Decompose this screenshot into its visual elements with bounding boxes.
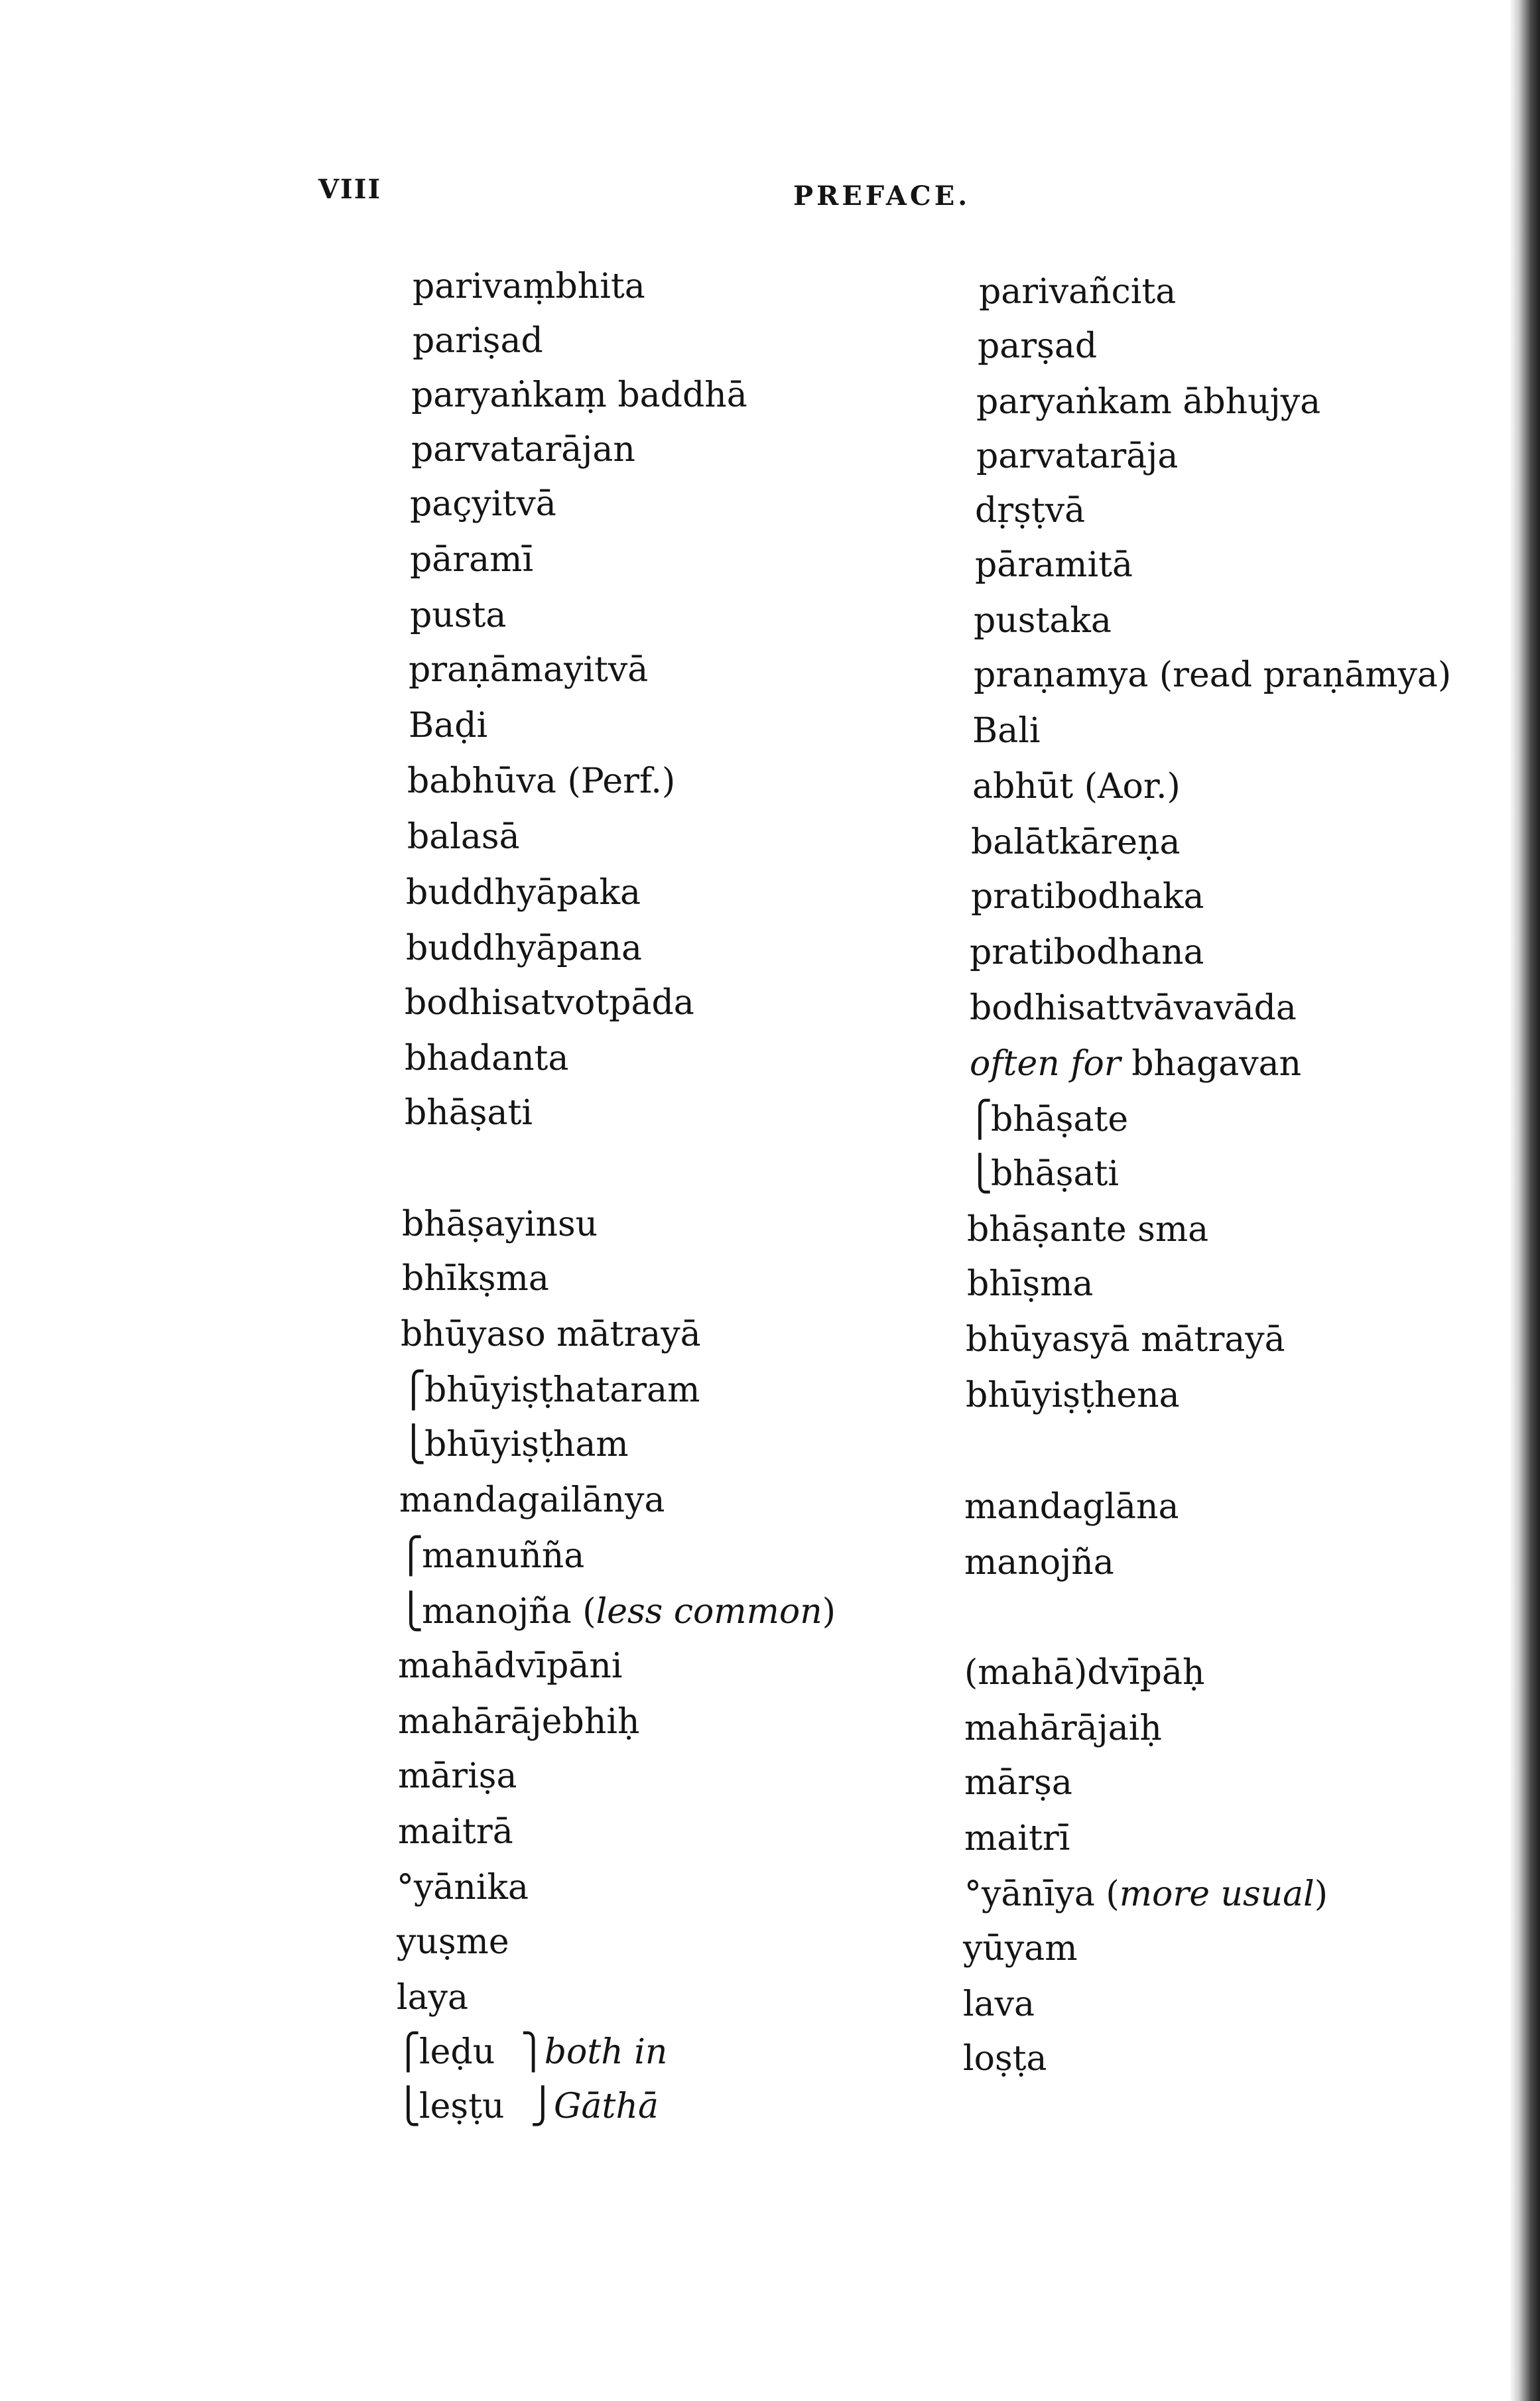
- right-entry: pratibodhana: [970, 933, 1204, 972]
- left-entry: yuṣme: [397, 1922, 509, 1962]
- left-entry: laya: [397, 1978, 469, 2018]
- left-entry: parvatarājan: [411, 430, 635, 470]
- usage-note: less common: [596, 1592, 822, 1632]
- left-entry: mahārājebhiḥ: [398, 1702, 640, 1742]
- left-entry: maitrā: [398, 1812, 513, 1852]
- left-entry-text: manuñña: [422, 1536, 585, 1576]
- left-entry: bhūyaso mātrayā: [401, 1315, 701, 1354]
- right-entry: loṣṭa: [963, 2039, 1047, 2079]
- right-entry: °yānīya (more usual): [964, 1874, 1328, 1914]
- left-entry-text: leṣṭu: [419, 2087, 505, 2126]
- right-entry-text: bhagavan: [1131, 1044, 1302, 1084]
- left-entry: buddhyāpaka: [406, 873, 641, 913]
- brace-bottom-icon: ⎩: [967, 1154, 993, 1194]
- right-entry: yūyam: [963, 1929, 1078, 1969]
- left-entry-text: bhūyiṣṭhataram: [424, 1370, 700, 1410]
- right-entry: manojña: [964, 1543, 1114, 1583]
- left-entry-braced: [398, 1529, 584, 1583]
- left-entry: bodhisatvotpāda: [405, 983, 694, 1023]
- left-entry: °yānika: [397, 1868, 529, 1908]
- right-entry: parṣad: [978, 326, 1098, 366]
- usage-note: Gāthā: [554, 2087, 659, 2126]
- brace-top-icon: ⎧: [401, 1370, 426, 1410]
- right-entry: pratibodhaka: [971, 877, 1204, 917]
- left-entry: pariṣad: [413, 321, 543, 361]
- right-entry-braced: [967, 1093, 1128, 1146]
- left-entry: mahādvīpāni: [398, 1646, 623, 1686]
- left-entry: pāramī: [410, 540, 534, 580]
- right-entry: Bali: [972, 711, 1041, 751]
- right-entry: lava: [963, 1984, 1035, 2024]
- left-entry-braced: [395, 2026, 667, 2079]
- brace-right-bottom-icon: ⎭: [530, 2087, 556, 2126]
- brace-top-icon: ⎧: [967, 1100, 993, 1139]
- running-title: PREFACE.: [793, 180, 971, 212]
- left-entry-braced: [395, 2080, 659, 2133]
- right-entry: bhāṣante sma: [967, 1210, 1209, 1250]
- brace-bottom-icon: ⎩: [398, 1592, 424, 1632]
- right-entry: mārṣa: [964, 1763, 1072, 1803]
- left-entry-text: leḍu: [419, 2032, 495, 2072]
- right-entry: mandaglāna: [964, 1487, 1179, 1527]
- brace-bottom-icon: ⎩: [401, 1425, 426, 1464]
- right-entry: maitrī: [964, 1819, 1070, 1858]
- brace-top-icon: ⎧: [398, 1536, 424, 1576]
- left-entry: paçyitvā: [410, 484, 556, 524]
- right-entry: paryaṅkam ābhujya: [976, 382, 1321, 422]
- usage-note: both in: [544, 2032, 668, 2072]
- usage-note: more usual: [1119, 1874, 1315, 1914]
- brace-right-top-icon: ⎫: [520, 2032, 546, 2072]
- left-entry-braced: ⎩manojña (less common): [398, 1585, 836, 1638]
- left-entry: parivaṃbhita: [413, 267, 645, 306]
- usage-note: often for: [970, 1044, 1121, 1084]
- left-entry: mandagailānya: [399, 1480, 665, 1520]
- left-entry-text: manojña: [422, 1592, 572, 1632]
- left-entry: bhāṣati: [405, 1093, 533, 1133]
- right-entry: parivañcita: [979, 272, 1177, 312]
- right-entry-braced: [967, 1147, 1119, 1200]
- left-entry-braced: [401, 1364, 700, 1417]
- right-entry: abhūt (Aor.): [972, 767, 1181, 807]
- right-entry-text: °yānīya: [964, 1874, 1095, 1914]
- left-entry: Baḍi: [409, 706, 488, 746]
- left-entry: buddhyāpana: [406, 929, 643, 968]
- right-entry: bhīṣma: [967, 1264, 1094, 1304]
- right-entry: bodhisattvāvavāda: [970, 988, 1297, 1028]
- binding-edge-shadow: [1509, 0, 1540, 2401]
- right-entry: praṇamya (read praṇāmya): [974, 655, 1452, 695]
- brace-bottom-icon: ⎩: [395, 2087, 421, 2126]
- right-entry: parvatarāja: [976, 436, 1179, 476]
- right-entry: (mahā)dvīpāḥ: [964, 1653, 1205, 1693]
- right-entry: bhūyasyā mātrayā: [966, 1320, 1285, 1360]
- right-entry: balātkāreṇa: [971, 822, 1181, 862]
- page-number: VIII: [318, 174, 382, 205]
- brace-top-icon: ⎧: [395, 2032, 421, 2072]
- right-entry: dṛṣṭvā: [975, 491, 1086, 531]
- left-entry: paryaṅkaṃ baddhā: [411, 375, 747, 415]
- left-entry: māriṣa: [398, 1756, 517, 1796]
- left-entry: praṇāmayitvā: [409, 650, 649, 690]
- right-entry: [970, 1037, 1301, 1090]
- left-entry-text: bhūyiṣṭham: [424, 1425, 629, 1464]
- left-entry: pusta: [410, 596, 507, 635]
- left-entry: bhīkṣma: [402, 1259, 549, 1299]
- right-entry-text: bhāṣati: [991, 1154, 1119, 1194]
- right-entry: pustaka: [974, 601, 1112, 641]
- right-entry: bhūyiṣṭhena: [966, 1376, 1180, 1415]
- right-entry: pāramitā: [975, 545, 1133, 585]
- left-entry: balasā: [407, 817, 520, 857]
- left-entry: bhadanta: [405, 1039, 569, 1078]
- right-entry: mahārājaiḥ: [964, 1709, 1162, 1748]
- left-entry: babhūva (Perf.): [407, 761, 676, 801]
- left-entry: bhāṣayinsu: [402, 1204, 598, 1244]
- left-entry-braced: [401, 1418, 629, 1471]
- right-entry-text: bhāṣate: [991, 1100, 1129, 1139]
